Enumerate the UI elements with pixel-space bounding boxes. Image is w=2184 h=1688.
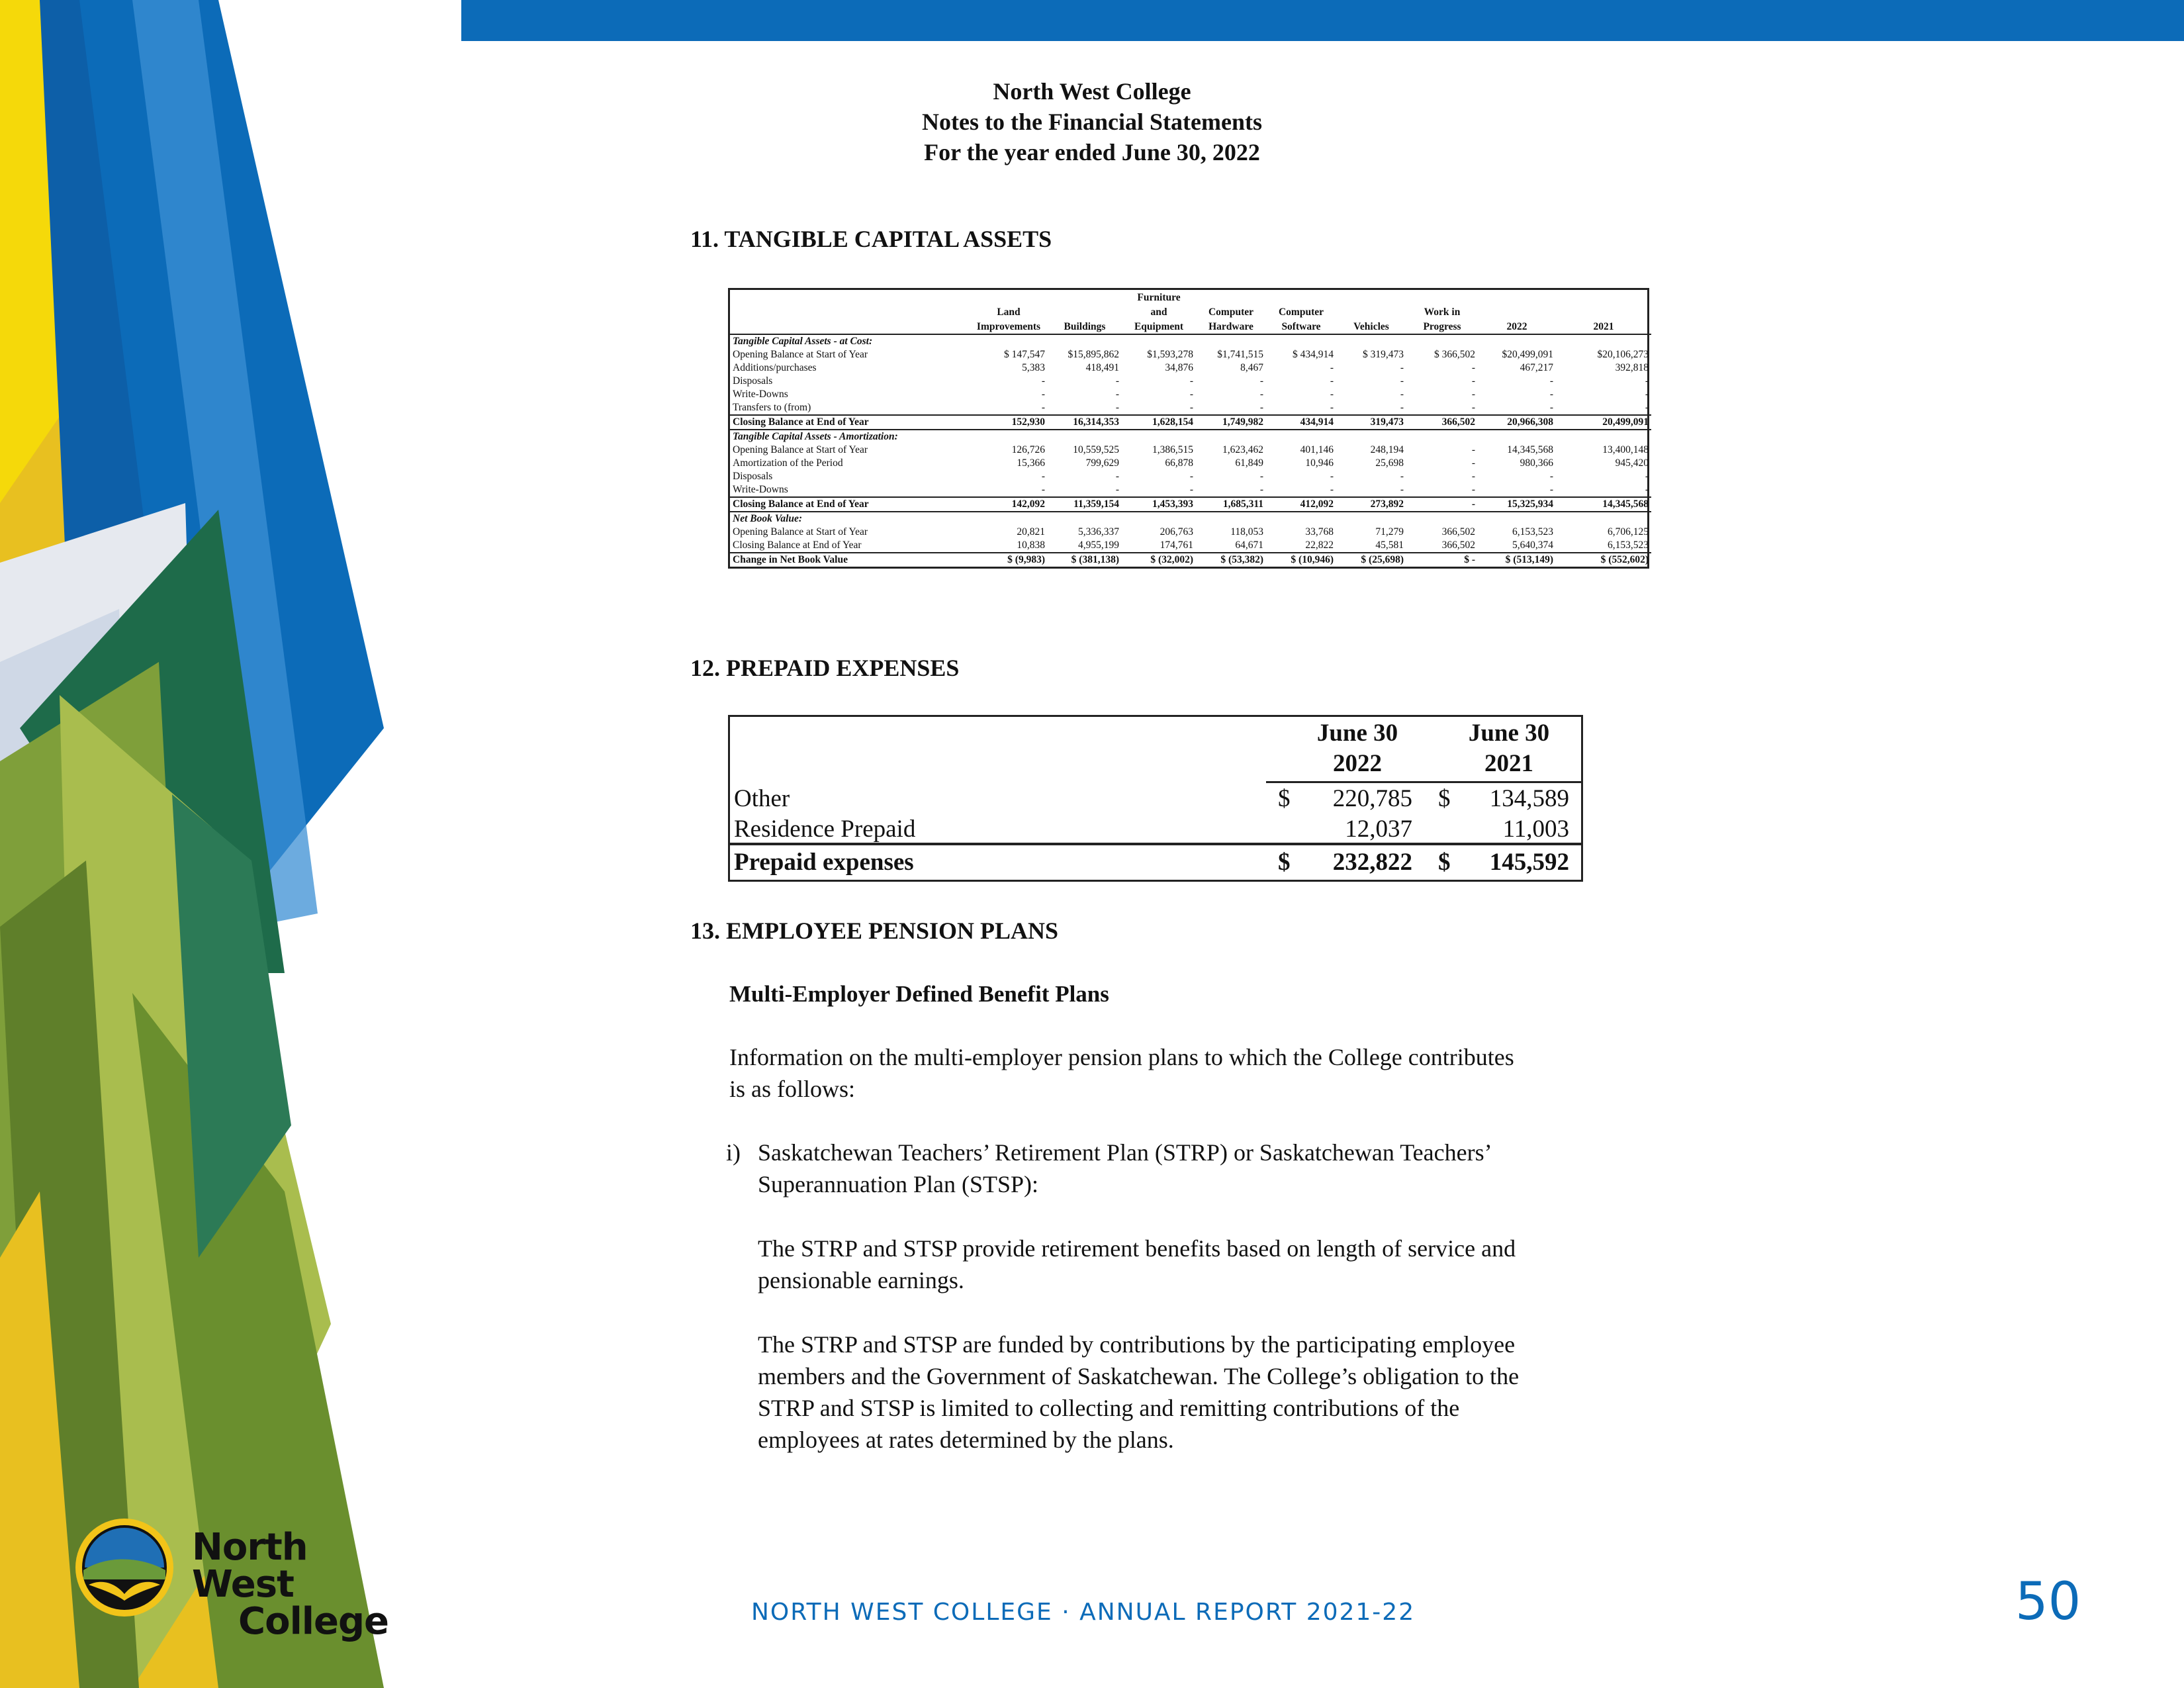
text-line: Information on the multi-employer pension plans to which the College contributes: [729, 1044, 1514, 1070]
table-cell: [1556, 334, 1651, 348]
table-cell: 20,966,308: [1478, 415, 1556, 430]
currency-symbol: $: [1438, 849, 1451, 876]
table-cell: 174,761: [1160, 539, 1193, 551]
column-header: Software: [1266, 319, 1336, 334]
column-header: [1336, 290, 1406, 305]
table-cell: 14,345,568: [1556, 497, 1651, 512]
table-cell: -: [1115, 389, 1119, 400]
table-cell: [1478, 430, 1556, 444]
table-cell: 10,946: [1305, 457, 1334, 469]
table-cell: -: [1041, 389, 1045, 400]
table-cell: 22,822: [1305, 539, 1334, 551]
table-cell: 34,876: [1165, 362, 1193, 373]
column-header: Computer: [1278, 306, 1324, 318]
logo-wordmark: [192, 1526, 417, 1643]
table-cell: [1048, 430, 1122, 444]
table-cell: -: [1645, 484, 1649, 495]
list-item-title: [758, 1137, 1492, 1200]
page-number: 50: [2015, 1572, 2081, 1632]
row-label: Closing Balance at End of Year: [730, 497, 970, 512]
statement-period: For the year ended June 30, 2022: [924, 139, 1260, 165]
column-header: Vehicles: [1336, 319, 1406, 334]
table-row: [730, 375, 1651, 388]
table-cell: 142,092: [970, 497, 1048, 512]
row-label: Prepaid expenses: [734, 849, 914, 876]
college-name: North West College: [993, 78, 1191, 105]
column-header: Work in: [1424, 306, 1461, 318]
text-line: The STRP and STSP provide retirement benefits based on length of service and: [758, 1235, 1516, 1262]
column-header: [1406, 290, 1478, 305]
table-row: [730, 401, 1651, 415]
table-cell: 6,706,125: [1608, 526, 1649, 538]
footer-title: NORTH WEST COLLEGE · ANNUAL REPORT 2021-22: [751, 1599, 1416, 1626]
table-cell: -: [1645, 471, 1649, 482]
table-cell: 467,217: [1520, 362, 1553, 373]
row-label: Closing Balance at End of Year: [730, 415, 970, 430]
table-cell: -: [1549, 375, 1553, 387]
table-cell: $ (9,983): [970, 553, 1048, 567]
tangible-capital-assets-table: [728, 288, 1649, 569]
table-cell: 15,366: [1017, 457, 1045, 469]
decorative-stripes: [0, 0, 397, 1688]
table-cell: -: [1259, 471, 1263, 482]
table-cell: 366,502: [1406, 415, 1478, 430]
column-header: Furniture: [1137, 292, 1181, 303]
table-cell: -: [1549, 471, 1553, 482]
row-label: Opening Balance at Start of Year: [733, 444, 868, 455]
row-label: Disposals: [733, 471, 773, 482]
table-cell: [970, 334, 1048, 348]
table-cell: [1478, 334, 1556, 348]
table-cell: [970, 512, 1048, 526]
header-row: [730, 305, 1651, 319]
college-logo: [73, 1516, 417, 1643]
table-cell: $1,593,278: [1147, 349, 1193, 360]
table-cell: 418,491: [1085, 362, 1119, 373]
table-row: [730, 539, 1651, 553]
table-cell: -: [1330, 389, 1334, 400]
pension-paragraph-2: [758, 1329, 1519, 1456]
column-header: Land: [997, 306, 1021, 318]
table-cell: 273,892: [1336, 497, 1406, 512]
table-cell: 118,053: [1230, 526, 1263, 538]
list-item-marker: i): [726, 1139, 741, 1166]
table-cell: [1478, 512, 1556, 526]
table-cell: $ (10,946): [1266, 553, 1336, 567]
table-cell: -: [1189, 471, 1193, 482]
table-cell: 20,499,091: [1556, 415, 1651, 430]
table-cell: -: [1645, 402, 1649, 413]
final-row: [730, 553, 1651, 567]
table-cell: -: [1471, 375, 1475, 387]
table-cell: -: [1645, 389, 1649, 400]
table-cell: 61,849: [1235, 457, 1263, 469]
text-line: is as follows:: [729, 1076, 856, 1102]
table-cell: -: [1330, 362, 1334, 373]
table-cell: -: [1471, 484, 1475, 495]
value-2022: 12,037: [1345, 816, 1412, 843]
row-label: Residence Prepaid: [734, 816, 916, 843]
row-label: Opening Balance at Start of Year: [733, 526, 868, 538]
table-cell: $20,106,273: [1597, 349, 1649, 360]
text-line: members and the Government of Saskatchewan. The College’s obligation to the: [758, 1363, 1520, 1389]
table-row: [730, 470, 1651, 483]
row-label: Net Book Value:: [733, 513, 803, 524]
table-cell: -: [1645, 375, 1649, 387]
column-header: Progress: [1406, 319, 1478, 334]
table-cell: -: [1330, 402, 1334, 413]
table-row: [730, 361, 1651, 375]
table-cell: [1336, 334, 1406, 348]
table-cell: 15,325,934: [1478, 497, 1556, 512]
logo-line-2: College: [238, 1600, 389, 1643]
statement-title: Notes to the Financial Statements: [922, 109, 1262, 135]
column-header-date: June 30: [1468, 720, 1550, 747]
table-cell: $ (381,138): [1048, 553, 1122, 567]
table-cell: 1,628,154: [1122, 415, 1196, 430]
table-cell: [1336, 430, 1406, 444]
table-cell: 366,502: [1441, 539, 1475, 551]
table-cell: [1196, 334, 1266, 348]
row-label: Write-Downs: [733, 484, 788, 495]
table-cell: -: [1189, 402, 1193, 413]
pension-intro: [729, 1041, 1514, 1105]
table-cell: 126,726: [1011, 444, 1045, 455]
table-cell: 366,502: [1441, 526, 1475, 538]
section-heading-prepaid-expenses: 12. PREPAID EXPENSES: [690, 655, 960, 681]
column-header: [1478, 305, 1556, 319]
pension-subheading: Multi-Employer Defined Benefit Plans: [729, 981, 1109, 1007]
table-cell: 16,314,353: [1048, 415, 1122, 430]
table-cell: -: [1115, 402, 1119, 413]
table-cell: -: [1189, 484, 1193, 495]
table-cell: -: [1259, 389, 1263, 400]
table-cell: -: [1041, 484, 1045, 495]
table-cell: -: [1041, 471, 1045, 482]
table-cell: -: [1189, 389, 1193, 400]
table-cell: -: [1189, 375, 1193, 387]
row-label: Amortization of the Period: [733, 457, 843, 469]
table-cell: $ (513,149): [1478, 553, 1556, 567]
table-cell: 8,467: [1240, 362, 1263, 373]
table-cell: -: [1549, 484, 1553, 495]
header-row: [730, 319, 1651, 334]
table-cell: -: [1330, 484, 1334, 495]
table-cell: $ (32,002): [1122, 553, 1196, 567]
table-cell: 5,336,337: [1078, 526, 1119, 538]
row-label: Additions/purchases: [733, 362, 817, 373]
column-header: [1478, 290, 1556, 305]
text-line: employees at rates determined by the plans.: [758, 1427, 1174, 1453]
table-row: [730, 444, 1651, 457]
table-cell: 392,818: [1615, 362, 1649, 373]
table-cell: [1048, 334, 1122, 348]
column-header-date: June 30: [1316, 720, 1398, 747]
table-cell: -: [1259, 484, 1263, 495]
table-cell: 248,194: [1370, 444, 1404, 455]
column-header: Equipment: [1122, 319, 1196, 334]
table-cell: [1122, 430, 1196, 444]
logo-emblem-icon: [73, 1516, 176, 1619]
value-2022: 232,822: [1332, 849, 1412, 876]
table-cell: [1336, 512, 1406, 526]
column-header-2022: [1285, 718, 1430, 779]
table-cell: 1,685,311: [1196, 497, 1266, 512]
column-header: [1048, 290, 1122, 305]
table-cell: $ (53,382): [1196, 553, 1266, 567]
table-row: [730, 348, 1651, 361]
table-cell: [1406, 430, 1478, 444]
header-cell: [730, 305, 970, 319]
header-cell: [730, 290, 970, 305]
table-cell: $ 434,914: [1293, 349, 1334, 360]
section-heading-employee-pension-plans: 13. EMPLOYEE PENSION PLANS: [690, 917, 1059, 944]
value-2021: 11,003: [1502, 816, 1569, 843]
prepaid-expenses-table: [728, 715, 1583, 882]
text-line: Superannuation Plan (STSP):: [758, 1171, 1038, 1197]
column-header: [1336, 305, 1406, 319]
table-cell: 401,146: [1300, 444, 1334, 455]
column-header: [1196, 290, 1266, 305]
table-cell: -: [1400, 484, 1404, 495]
table-cell: [1266, 334, 1336, 348]
table-cell: [1556, 430, 1651, 444]
table-cell: 945,420: [1615, 457, 1649, 469]
table-cell: -: [1400, 375, 1404, 387]
table-cell: -: [1471, 402, 1475, 413]
table-cell: $1,741,515: [1217, 349, 1263, 360]
table-cell: -: [1400, 471, 1404, 482]
column-header: and: [1150, 306, 1167, 318]
table-cell: -: [1400, 402, 1404, 413]
row-label: Change in Net Book Value: [730, 553, 970, 567]
table-cell: [970, 430, 1048, 444]
table-cell: -: [1471, 389, 1475, 400]
table-cell: -: [1041, 402, 1045, 413]
column-header: Improvements: [970, 319, 1048, 334]
row-label: Closing Balance at End of Year: [733, 539, 862, 551]
table-cell: [1266, 512, 1336, 526]
table-cell: 64,671: [1235, 539, 1263, 551]
table-cell: -: [1115, 471, 1119, 482]
table-cell: 799,629: [1085, 457, 1119, 469]
subheading-row: [730, 334, 1651, 348]
statement-header: [728, 76, 1456, 167]
table-cell: -: [1041, 375, 1045, 387]
table-cell: 71,279: [1375, 526, 1404, 538]
column-header-year: 2022: [1333, 750, 1382, 777]
currency-symbol: $: [1278, 785, 1291, 812]
table-cell: 25,698: [1375, 457, 1404, 469]
table-cell: [1196, 430, 1266, 444]
table-cell: 1,386,515: [1152, 444, 1193, 455]
total-row: [730, 415, 1651, 430]
total-row: [730, 497, 1651, 512]
text-line: The STRP and STSP are funded by contributions by the participating employee: [758, 1331, 1516, 1358]
header-row: [730, 290, 1651, 305]
column-header: Computer: [1208, 306, 1254, 318]
table-row: [730, 783, 1581, 815]
table-cell: $20,499,091: [1502, 349, 1553, 360]
row-label: Other: [734, 785, 790, 812]
column-header: 2021: [1556, 319, 1651, 334]
table-cell: 5,383: [1022, 362, 1045, 373]
currency-symbol: $: [1438, 785, 1451, 812]
total-rule: [730, 843, 1581, 845]
table-cell: 412,092: [1266, 497, 1336, 512]
column-header: [1266, 290, 1336, 305]
total-row: [730, 847, 1581, 878]
table-cell: 206,763: [1160, 526, 1193, 538]
table-cell: 66,878: [1165, 457, 1193, 469]
table-cell: -: [1471, 362, 1475, 373]
table-row: [730, 814, 1581, 845]
table-cell: [1406, 512, 1478, 526]
table-cell: 10,559,525: [1073, 444, 1119, 455]
table-cell: $ 366,502: [1434, 349, 1475, 360]
table-cell: 434,914: [1266, 415, 1336, 430]
value-2021: 134,589: [1489, 785, 1569, 812]
column-header: [1556, 305, 1651, 319]
column-header: Hardware: [1196, 319, 1266, 334]
table-cell: 980,366: [1520, 457, 1553, 469]
table-cell: $ (552,602): [1556, 553, 1651, 567]
table-cell: 13,400,148: [1602, 444, 1649, 455]
table-row: [730, 526, 1651, 539]
table-cell: [1196, 512, 1266, 526]
column-header: 2022: [1478, 319, 1556, 334]
table-cell: 33,768: [1305, 526, 1334, 538]
table-cell: $15,895,862: [1068, 349, 1119, 360]
table-cell: [1406, 334, 1478, 348]
table-cell: 6,153,523: [1512, 526, 1553, 538]
table-cell: 152,930: [970, 415, 1048, 430]
row-label: Transfers to (from): [733, 402, 811, 413]
table-cell: -: [1330, 375, 1334, 387]
text-line: STRP and STSP is limited to collecting and remitting contributions of the: [758, 1395, 1460, 1421]
column-header: Buildings: [1048, 319, 1122, 334]
table-cell: 319,473: [1336, 415, 1406, 430]
value-2021: 145,592: [1489, 849, 1569, 876]
row-label: Tangible Capital Assets - Amortization:: [733, 431, 898, 442]
table-cell: [1122, 512, 1196, 526]
value-2022: 220,785: [1332, 785, 1412, 812]
column-header-year: 2021: [1484, 750, 1533, 777]
table-cell: $ -: [1406, 553, 1478, 567]
table-cell: -: [1400, 389, 1404, 400]
table-cell: -: [1259, 375, 1263, 387]
column-header: [970, 290, 1048, 305]
table-cell: $ (25,698): [1336, 553, 1406, 567]
table-cell: -: [1406, 497, 1478, 512]
table-cell: 4,955,199: [1078, 539, 1119, 551]
row-label: Write-Downs: [733, 389, 788, 400]
table-cell: 10,838: [1017, 539, 1045, 551]
table-cell: [1048, 512, 1122, 526]
column-header-2021: [1433, 718, 1585, 779]
table-cell: 45,581: [1375, 539, 1404, 551]
row-label: Tangible Capital Assets - at Cost:: [733, 336, 873, 347]
table-cell: 20,821: [1017, 526, 1045, 538]
text-line: Saskatchewan Teachers’ Retirement Plan (STRP) or Saskatchewan Teachers’: [758, 1139, 1492, 1166]
table-cell: 1,749,982: [1196, 415, 1266, 430]
table-cell: -: [1115, 484, 1119, 495]
subheading-row: [730, 512, 1651, 526]
table-row: [730, 457, 1651, 470]
column-header: [1048, 305, 1122, 319]
table-cell: 11,359,154: [1048, 497, 1122, 512]
table-cell: 14,345,568: [1507, 444, 1553, 455]
table-cell: -: [1471, 457, 1475, 469]
table-cell: -: [1471, 444, 1475, 455]
table-cell: 6,153,523: [1608, 539, 1649, 551]
table-cell: -: [1115, 375, 1119, 387]
table-cell: -: [1259, 402, 1263, 413]
row-label: Disposals: [733, 375, 773, 387]
subheading-row: [730, 430, 1651, 444]
table-cell: -: [1471, 471, 1475, 482]
table-cell: 1,623,462: [1222, 444, 1263, 455]
table-cell: $ 319,473: [1363, 349, 1404, 360]
column-header: [1556, 290, 1651, 305]
table-cell: -: [1549, 402, 1553, 413]
pension-paragraph-1: [758, 1233, 1516, 1296]
table-cell: -: [1400, 362, 1404, 373]
table-cell: [1266, 430, 1336, 444]
row-label: Opening Balance at Start of Year: [733, 349, 868, 360]
table-cell: 5,640,374: [1512, 539, 1553, 551]
table-cell: -: [1330, 471, 1334, 482]
header-cell: [730, 319, 970, 334]
logo-line-1: North West: [192, 1526, 308, 1606]
text-line: pensionable earnings.: [758, 1267, 964, 1293]
table-cell: $ 147,547: [1004, 349, 1045, 360]
table-cell: -: [1549, 389, 1553, 400]
top-banner-bar: [461, 0, 2184, 41]
table-row: [730, 483, 1651, 497]
table-cell: [1556, 512, 1651, 526]
currency-symbol: $: [1278, 849, 1291, 876]
table-cell: 1,453,393: [1122, 497, 1196, 512]
table-cell: [1122, 334, 1196, 348]
section-heading-tangible-capital-assets: 11. TANGIBLE CAPITAL ASSETS: [690, 226, 1052, 252]
table-row: [730, 388, 1651, 401]
